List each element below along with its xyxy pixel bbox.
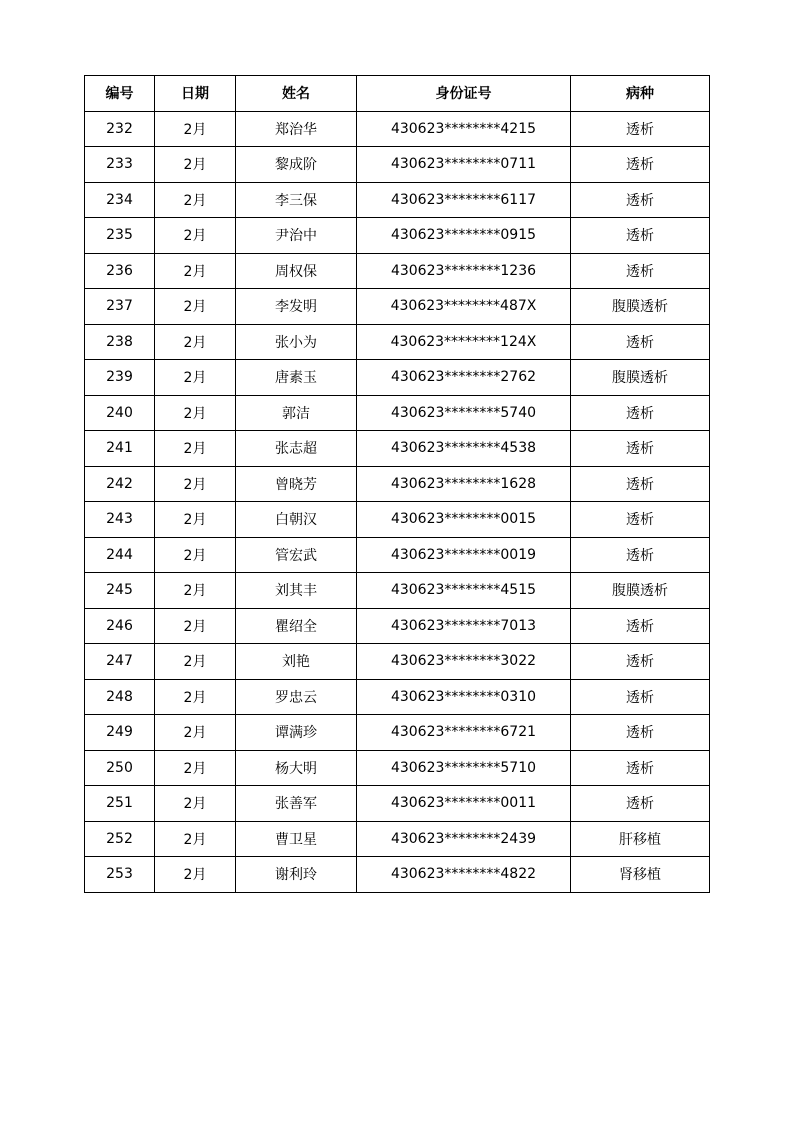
cell-id-number: 430623********0015 [357, 502, 571, 538]
cell-id-number: 430623********0011 [357, 786, 571, 822]
table-row [85, 466, 710, 502]
cell-id-number: 430623********2439 [357, 821, 571, 857]
cell-date: 2月 [155, 182, 236, 218]
cell-number: 232 [85, 111, 155, 147]
cell-date: 2月 [155, 360, 236, 396]
table-row [85, 182, 710, 218]
cell-date: 2月 [155, 324, 236, 360]
cell-date: 2月 [155, 395, 236, 431]
cell-disease-type: 透析 [571, 395, 710, 431]
table-row [85, 679, 710, 715]
table-row [85, 750, 710, 786]
cell-disease-type: 透析 [571, 715, 710, 751]
cell-number: 251 [85, 786, 155, 822]
cell-name: 尹治中 [236, 218, 357, 254]
cell-number: 244 [85, 537, 155, 573]
table-row [85, 644, 710, 680]
cell-name: 李发明 [236, 289, 357, 325]
cell-date: 2月 [155, 679, 236, 715]
cell-number: 252 [85, 821, 155, 857]
cell-id-number: 430623********0711 [357, 147, 571, 183]
cell-name: 谢利玲 [236, 857, 357, 893]
cell-name: 唐素玉 [236, 360, 357, 396]
cell-id-number: 430623********0310 [357, 679, 571, 715]
cell-id-number: 430623********4822 [357, 857, 571, 893]
cell-id-number: 430623********0019 [357, 537, 571, 573]
table-header [85, 76, 710, 112]
table-row [85, 537, 710, 573]
cell-name: 张善军 [236, 786, 357, 822]
cell-number: 238 [85, 324, 155, 360]
cell-number: 249 [85, 715, 155, 751]
table-row [85, 715, 710, 751]
cell-name: 杨大明 [236, 750, 357, 786]
cell-name: 罗忠云 [236, 679, 357, 715]
cell-date: 2月 [155, 111, 236, 147]
cell-number: 235 [85, 218, 155, 254]
cell-disease-type: 透析 [571, 147, 710, 183]
cell-date: 2月 [155, 502, 236, 538]
cell-name: 管宏武 [236, 537, 357, 573]
header-disease-type: 病种 [571, 76, 710, 112]
cell-id-number: 430623********6117 [357, 182, 571, 218]
cell-id-number: 430623********3022 [357, 644, 571, 680]
cell-date: 2月 [155, 786, 236, 822]
cell-name: 黎成阶 [236, 147, 357, 183]
cell-disease-type: 透析 [571, 786, 710, 822]
cell-disease-type: 透析 [571, 218, 710, 254]
cell-name: 瞿绍全 [236, 608, 357, 644]
table-row [85, 111, 710, 147]
cell-id-number: 430623********4215 [357, 111, 571, 147]
cell-date: 2月 [155, 253, 236, 289]
cell-name: 曾晓芳 [236, 466, 357, 502]
table-row [85, 502, 710, 538]
cell-number: 233 [85, 147, 155, 183]
cell-date: 2月 [155, 537, 236, 573]
table-row [85, 147, 710, 183]
cell-name: 郭洁 [236, 395, 357, 431]
cell-date: 2月 [155, 750, 236, 786]
table-row [85, 289, 710, 325]
cell-date: 2月 [155, 573, 236, 609]
cell-id-number: 430623********487X [357, 289, 571, 325]
cell-name: 郑治华 [236, 111, 357, 147]
cell-date: 2月 [155, 218, 236, 254]
cell-disease-type: 透析 [571, 324, 710, 360]
cell-id-number: 430623********4515 [357, 573, 571, 609]
cell-name: 周权保 [236, 253, 357, 289]
cell-number: 253 [85, 857, 155, 893]
cell-date: 2月 [155, 147, 236, 183]
cell-date: 2月 [155, 608, 236, 644]
cell-date: 2月 [155, 289, 236, 325]
cell-date: 2月 [155, 466, 236, 502]
cell-date: 2月 [155, 821, 236, 857]
table-row [85, 324, 710, 360]
cell-number: 250 [85, 750, 155, 786]
cell-number: 247 [85, 644, 155, 680]
cell-id-number: 430623********2762 [357, 360, 571, 396]
header-id-number: 身份证号 [357, 76, 571, 112]
table-row [85, 253, 710, 289]
cell-number: 234 [85, 182, 155, 218]
cell-number: 236 [85, 253, 155, 289]
cell-name: 谭满珍 [236, 715, 357, 751]
cell-number: 246 [85, 608, 155, 644]
cell-disease-type: 透析 [571, 111, 710, 147]
table-row [85, 608, 710, 644]
cell-name: 曹卫星 [236, 821, 357, 857]
cell-disease-type: 透析 [571, 502, 710, 538]
cell-disease-type: 透析 [571, 608, 710, 644]
cell-disease-type: 肝移植 [571, 821, 710, 857]
cell-name: 刘艳 [236, 644, 357, 680]
cell-disease-type: 肾移植 [571, 857, 710, 893]
header-name: 姓名 [236, 76, 357, 112]
header-date: 日期 [155, 76, 236, 112]
cell-number: 241 [85, 431, 155, 467]
cell-id-number: 430623********5710 [357, 750, 571, 786]
cell-name: 张志超 [236, 431, 357, 467]
cell-number: 248 [85, 679, 155, 715]
cell-disease-type: 透析 [571, 182, 710, 218]
table-row [85, 821, 710, 857]
cell-disease-type: 腹膜透析 [571, 573, 710, 609]
cell-id-number: 430623********124X [357, 324, 571, 360]
cell-id-number: 430623********6721 [357, 715, 571, 751]
cell-disease-type: 透析 [571, 679, 710, 715]
cell-id-number: 430623********1628 [357, 466, 571, 502]
cell-name: 李三保 [236, 182, 357, 218]
patient-table [84, 75, 710, 893]
cell-disease-type: 透析 [571, 537, 710, 573]
cell-number: 242 [85, 466, 155, 502]
cell-number: 240 [85, 395, 155, 431]
cell-disease-type: 透析 [571, 253, 710, 289]
cell-disease-type: 腹膜透析 [571, 289, 710, 325]
cell-name: 白朝汉 [236, 502, 357, 538]
cell-number: 243 [85, 502, 155, 538]
table-row [85, 573, 710, 609]
cell-disease-type: 透析 [571, 644, 710, 680]
cell-id-number: 430623********0915 [357, 218, 571, 254]
table-row [85, 395, 710, 431]
table-body [85, 111, 710, 892]
cell-date: 2月 [155, 644, 236, 680]
cell-date: 2月 [155, 857, 236, 893]
cell-number: 245 [85, 573, 155, 609]
table-row [85, 360, 710, 396]
table-row [85, 857, 710, 893]
cell-id-number: 430623********1236 [357, 253, 571, 289]
table-row [85, 431, 710, 467]
cell-name: 张小为 [236, 324, 357, 360]
cell-number: 237 [85, 289, 155, 325]
cell-disease-type: 透析 [571, 750, 710, 786]
cell-name: 刘其丰 [236, 573, 357, 609]
cell-id-number: 430623********5740 [357, 395, 571, 431]
cell-number: 239 [85, 360, 155, 396]
header-number: 编号 [85, 76, 155, 112]
cell-disease-type: 腹膜透析 [571, 360, 710, 396]
cell-disease-type: 透析 [571, 466, 710, 502]
header-row [85, 76, 710, 112]
cell-disease-type: 透析 [571, 431, 710, 467]
cell-date: 2月 [155, 431, 236, 467]
cell-date: 2月 [155, 715, 236, 751]
cell-id-number: 430623********7013 [357, 608, 571, 644]
cell-id-number: 430623********4538 [357, 431, 571, 467]
table-row [85, 786, 710, 822]
table-row [85, 218, 710, 254]
